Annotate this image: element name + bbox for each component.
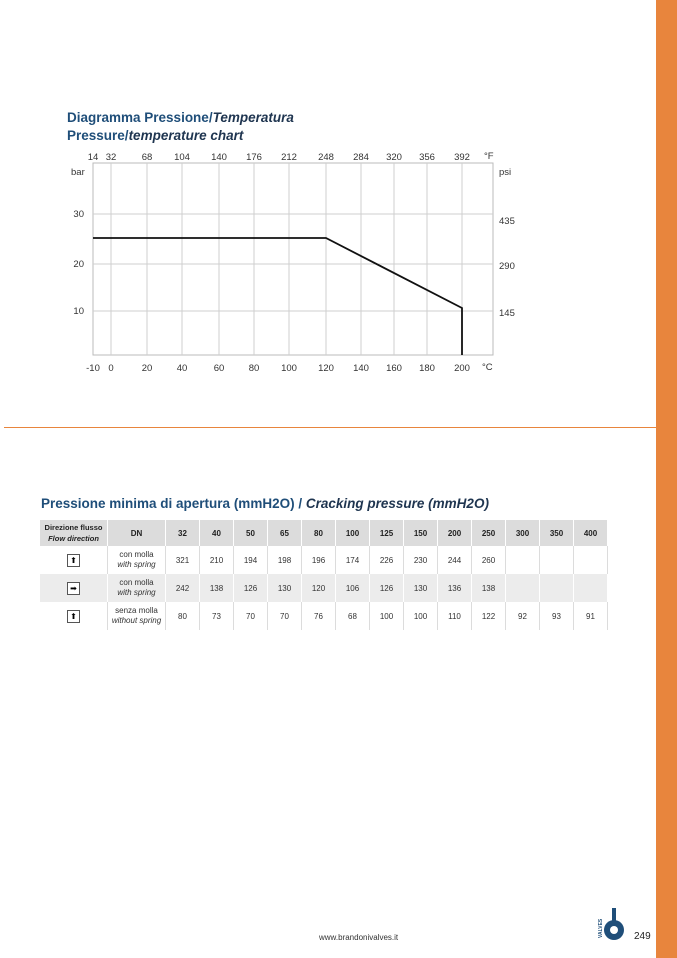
plot-frame (93, 163, 493, 355)
y-tick-label-bar: 10 (73, 306, 84, 317)
value-cell: 73 (200, 602, 234, 630)
header-dn-value: 50 (234, 520, 268, 546)
header-dn: DN (108, 520, 166, 546)
x-tick-label-c: 60 (213, 363, 225, 374)
x-tick-label-f: 68 (141, 152, 153, 163)
value-cell: 138 (200, 574, 234, 602)
value-cell: 196 (302, 546, 336, 574)
section-divider (4, 427, 656, 428)
value-cell: 100 (370, 602, 404, 630)
x-tick-label-c: 160 (386, 363, 402, 374)
type-label-it: senza molla (115, 606, 158, 615)
series-line-pt (93, 238, 462, 355)
y-tick-label-bar: 20 (73, 259, 84, 270)
value-cell: 210 (200, 546, 234, 574)
page-number: 249 (634, 931, 651, 942)
value-cell: 198 (268, 546, 302, 574)
cracking-pressure-title: Pressione minima di apertura (mmH2O) / Cracking pressure (mmH2O) (41, 496, 489, 511)
unit-bar: bar (71, 167, 85, 178)
svg-text:VALVES: VALVES (598, 918, 604, 938)
value-cell: 70 (234, 602, 268, 630)
type-label-en: with spring (117, 588, 156, 597)
value-cell: 321 (166, 546, 200, 574)
arrow-up-icon: ⬆ (67, 610, 80, 623)
arrow-right-icon: ➡ (67, 582, 80, 595)
x-tick-label-c: 200 (454, 363, 470, 374)
brandoni-logo-icon (598, 906, 628, 944)
y-tick-label-psi: 145 (499, 308, 515, 319)
value-cell: 230 (404, 546, 438, 574)
value-cell: 106 (336, 574, 370, 602)
value-cell (574, 546, 608, 574)
header-dn-value: 350 (540, 520, 574, 546)
arrow-up-icon: ⬆ (67, 554, 80, 567)
value-cell (506, 574, 540, 602)
flow-direction-cell (40, 602, 108, 630)
value-cell (506, 546, 540, 574)
header-dir-en: Flow direction (48, 534, 99, 543)
table-row (40, 546, 608, 574)
value-cell: 120 (302, 574, 336, 602)
value-cell: 242 (166, 574, 200, 602)
value-cell (574, 574, 608, 602)
value-cell: 130 (268, 574, 302, 602)
pressure-temperature-chart (0, 0, 677, 420)
value-cell: 126 (370, 574, 404, 602)
unit-psi: psi (499, 167, 512, 178)
flow-direction-cell (40, 546, 108, 574)
x-tick-label-c: 120 (318, 363, 334, 374)
value-cell: 70 (268, 602, 302, 630)
value-cell: 226 (370, 546, 404, 574)
type-label-en: without spring (111, 616, 162, 625)
header-dn-value: 125 (370, 520, 404, 546)
header-dn-value: 300 (506, 520, 540, 546)
header-dn-value: 200 (438, 520, 472, 546)
header-dn-value: 150 (404, 520, 438, 546)
value-cell: 194 (234, 546, 268, 574)
unit-fahrenheit: °F (484, 151, 494, 162)
x-tick-label-f: 212 (281, 152, 297, 163)
x-tick-label-f: 356 (419, 152, 435, 163)
header-dn-value: 65 (268, 520, 302, 546)
value-cell: 100 (404, 602, 438, 630)
value-cell: 76 (302, 602, 336, 630)
x-tick-label-c: -10 (86, 363, 100, 374)
value-cell: 126 (234, 574, 268, 602)
x-tick-label-c: 80 (248, 363, 260, 374)
value-cell: 260 (472, 546, 506, 574)
header-dn-value: 400 (574, 520, 608, 546)
value-cell: 80 (166, 602, 200, 630)
x-tick-label-f: 32 (105, 152, 117, 163)
x-tick-label-c: 100 (281, 363, 297, 374)
x-tick-label-c: 40 (176, 363, 188, 374)
x-tick-label-c: 180 (419, 363, 435, 374)
type-label-en: with spring (117, 560, 156, 569)
x-tick-label-f: 392 (454, 152, 470, 163)
value-cell: 138 (472, 574, 506, 602)
footer-url: www.brandonivalves.it (319, 933, 399, 942)
header-dn-value: 32 (166, 520, 200, 546)
x-tick-label-c: 0 (108, 363, 114, 374)
x-tick-label-c: 140 (353, 363, 369, 374)
table-row (40, 574, 608, 602)
value-cell: 130 (404, 574, 438, 602)
x-tick-label-c: 20 (141, 363, 153, 374)
value-cell: 122 (472, 602, 506, 630)
unit-celsius: °C (482, 362, 493, 373)
x-tick-label-f: 140 (211, 152, 227, 163)
header-dn-value: 100 (336, 520, 370, 546)
value-cell (540, 546, 574, 574)
value-cell: 93 (540, 602, 574, 630)
x-tick-label-f: 248 (318, 152, 334, 163)
type-label-it: con molla (119, 550, 154, 559)
value-cell: 91 (574, 602, 608, 630)
value-cell (540, 574, 574, 602)
x-tick-label-f: 104 (174, 152, 190, 163)
type-cell (108, 574, 166, 602)
type-label-it: con molla (119, 578, 154, 587)
y-tick-label-psi: 435 (499, 216, 515, 227)
chart-title-en: Pressure/temperature chart (67, 128, 244, 143)
x-tick-label-f: 284 (353, 152, 369, 163)
value-cell: 68 (336, 602, 370, 630)
value-cell: 110 (438, 602, 472, 630)
x-tick-label-f: 14 (87, 152, 99, 163)
header-flow-direction (40, 520, 108, 546)
header-dn-value: 80 (302, 520, 336, 546)
cracking-pressure-table (40, 520, 608, 630)
header-dir-it: Direzione flusso (44, 523, 103, 532)
type-cell (108, 602, 166, 630)
header-dn-value: 40 (200, 520, 234, 546)
value-cell: 136 (438, 574, 472, 602)
x-tick-label-f: 320 (386, 152, 402, 163)
flow-direction-cell (40, 574, 108, 602)
x-tick-label-f: 176 (246, 152, 262, 163)
table-row (40, 602, 608, 630)
y-tick-label-bar: 30 (73, 209, 84, 220)
y-tick-label-psi: 290 (499, 261, 515, 272)
value-cell: 174 (336, 546, 370, 574)
value-cell: 244 (438, 546, 472, 574)
table-header-row (40, 520, 608, 546)
value-cell: 92 (506, 602, 540, 630)
header-dn-value: 250 (472, 520, 506, 546)
chart-title-it: Diagramma Pressione/Temperatura (67, 110, 294, 125)
type-cell (108, 546, 166, 574)
